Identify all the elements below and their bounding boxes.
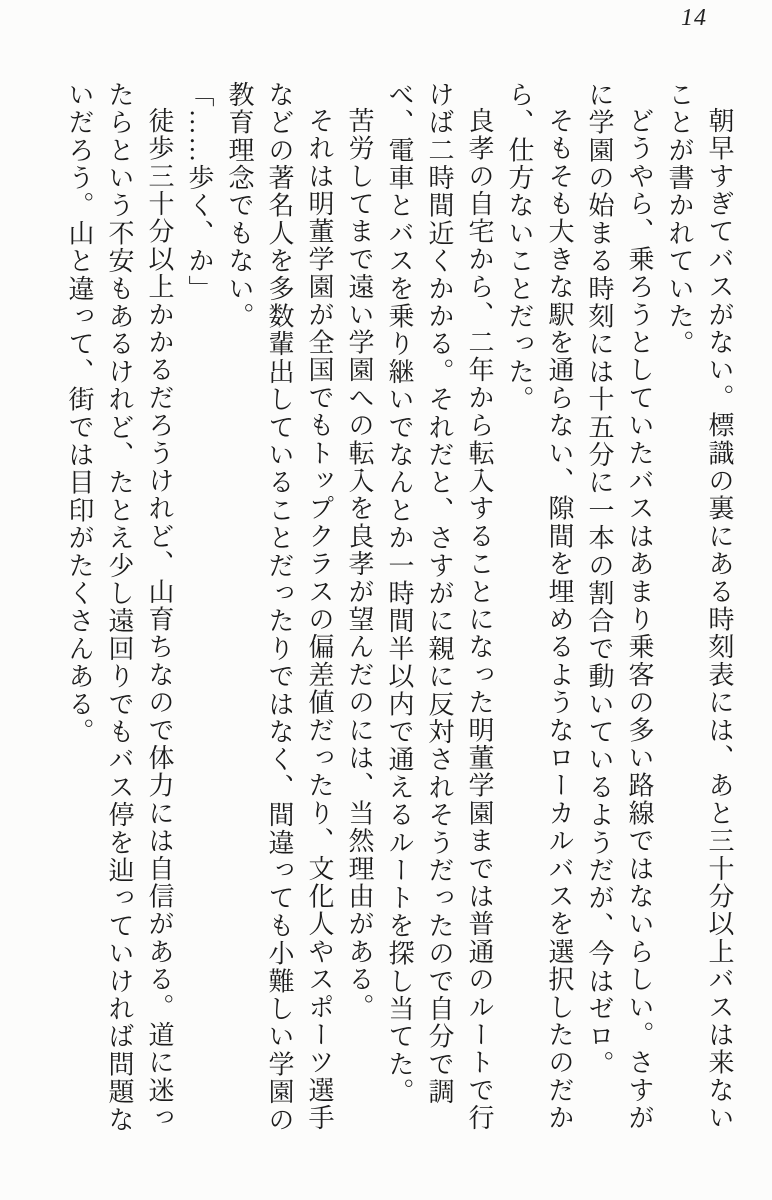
paragraph: それは明董学園が全国でもトップクラスの偏差値だったり、文化人やスポーツ選手などの著名人を多数輩出していることだったりではなく、間違っても小難しい学園の教育理念でもない。: [225, 81, 334, 1134]
paragraph: 朝早すぎてバスがない。標識の裏にある時刻表には、あと三十分以上バスは来ないことが書かれていた。: [665, 81, 734, 1132]
paragraph: どうやら、乗ろうとしていたバスはあまり乗客の多い路線ではないらしい。さすがに学園の始まる時刻には十五分に一本の割合で動いているようだが、今はゼロ。: [585, 81, 654, 1132]
paragraph: 徒歩三十分以上かかるだろうけれど、山育ちなので体力には自信がある。道に迷ったらという不安もあるけれど、たとえ少し遠回りでもバス停を辿っていければ問題ないだろう。山と違って、街では目印がたくさんある。: [65, 81, 174, 1134]
vertical-text-block: [53, 81, 739, 1135]
paragraph: 苦労してまで遠い学園への転入を良孝が望んだのには、当然理由がある。: [345, 107, 374, 1022]
dialogue-line: 「……歩く、か」: [185, 81, 214, 303]
paragraph: 良孝の自宅から、二年から転入することになった明董学園までは普通のルートで行けば二時間近くかかる。それだと、さすがに親に反対されそうだったので自分で調べ、電車とバスを乗り継いでなんとか一時間半以内で通えるルートを探し当てた。: [385, 81, 494, 1132]
page-number: 14: [681, 5, 707, 31]
paragraph: そもそも大きな駅を通らない、隙間を埋めるようなローカルバスを選択したのだから、仕方ないことだった。: [505, 81, 574, 1132]
